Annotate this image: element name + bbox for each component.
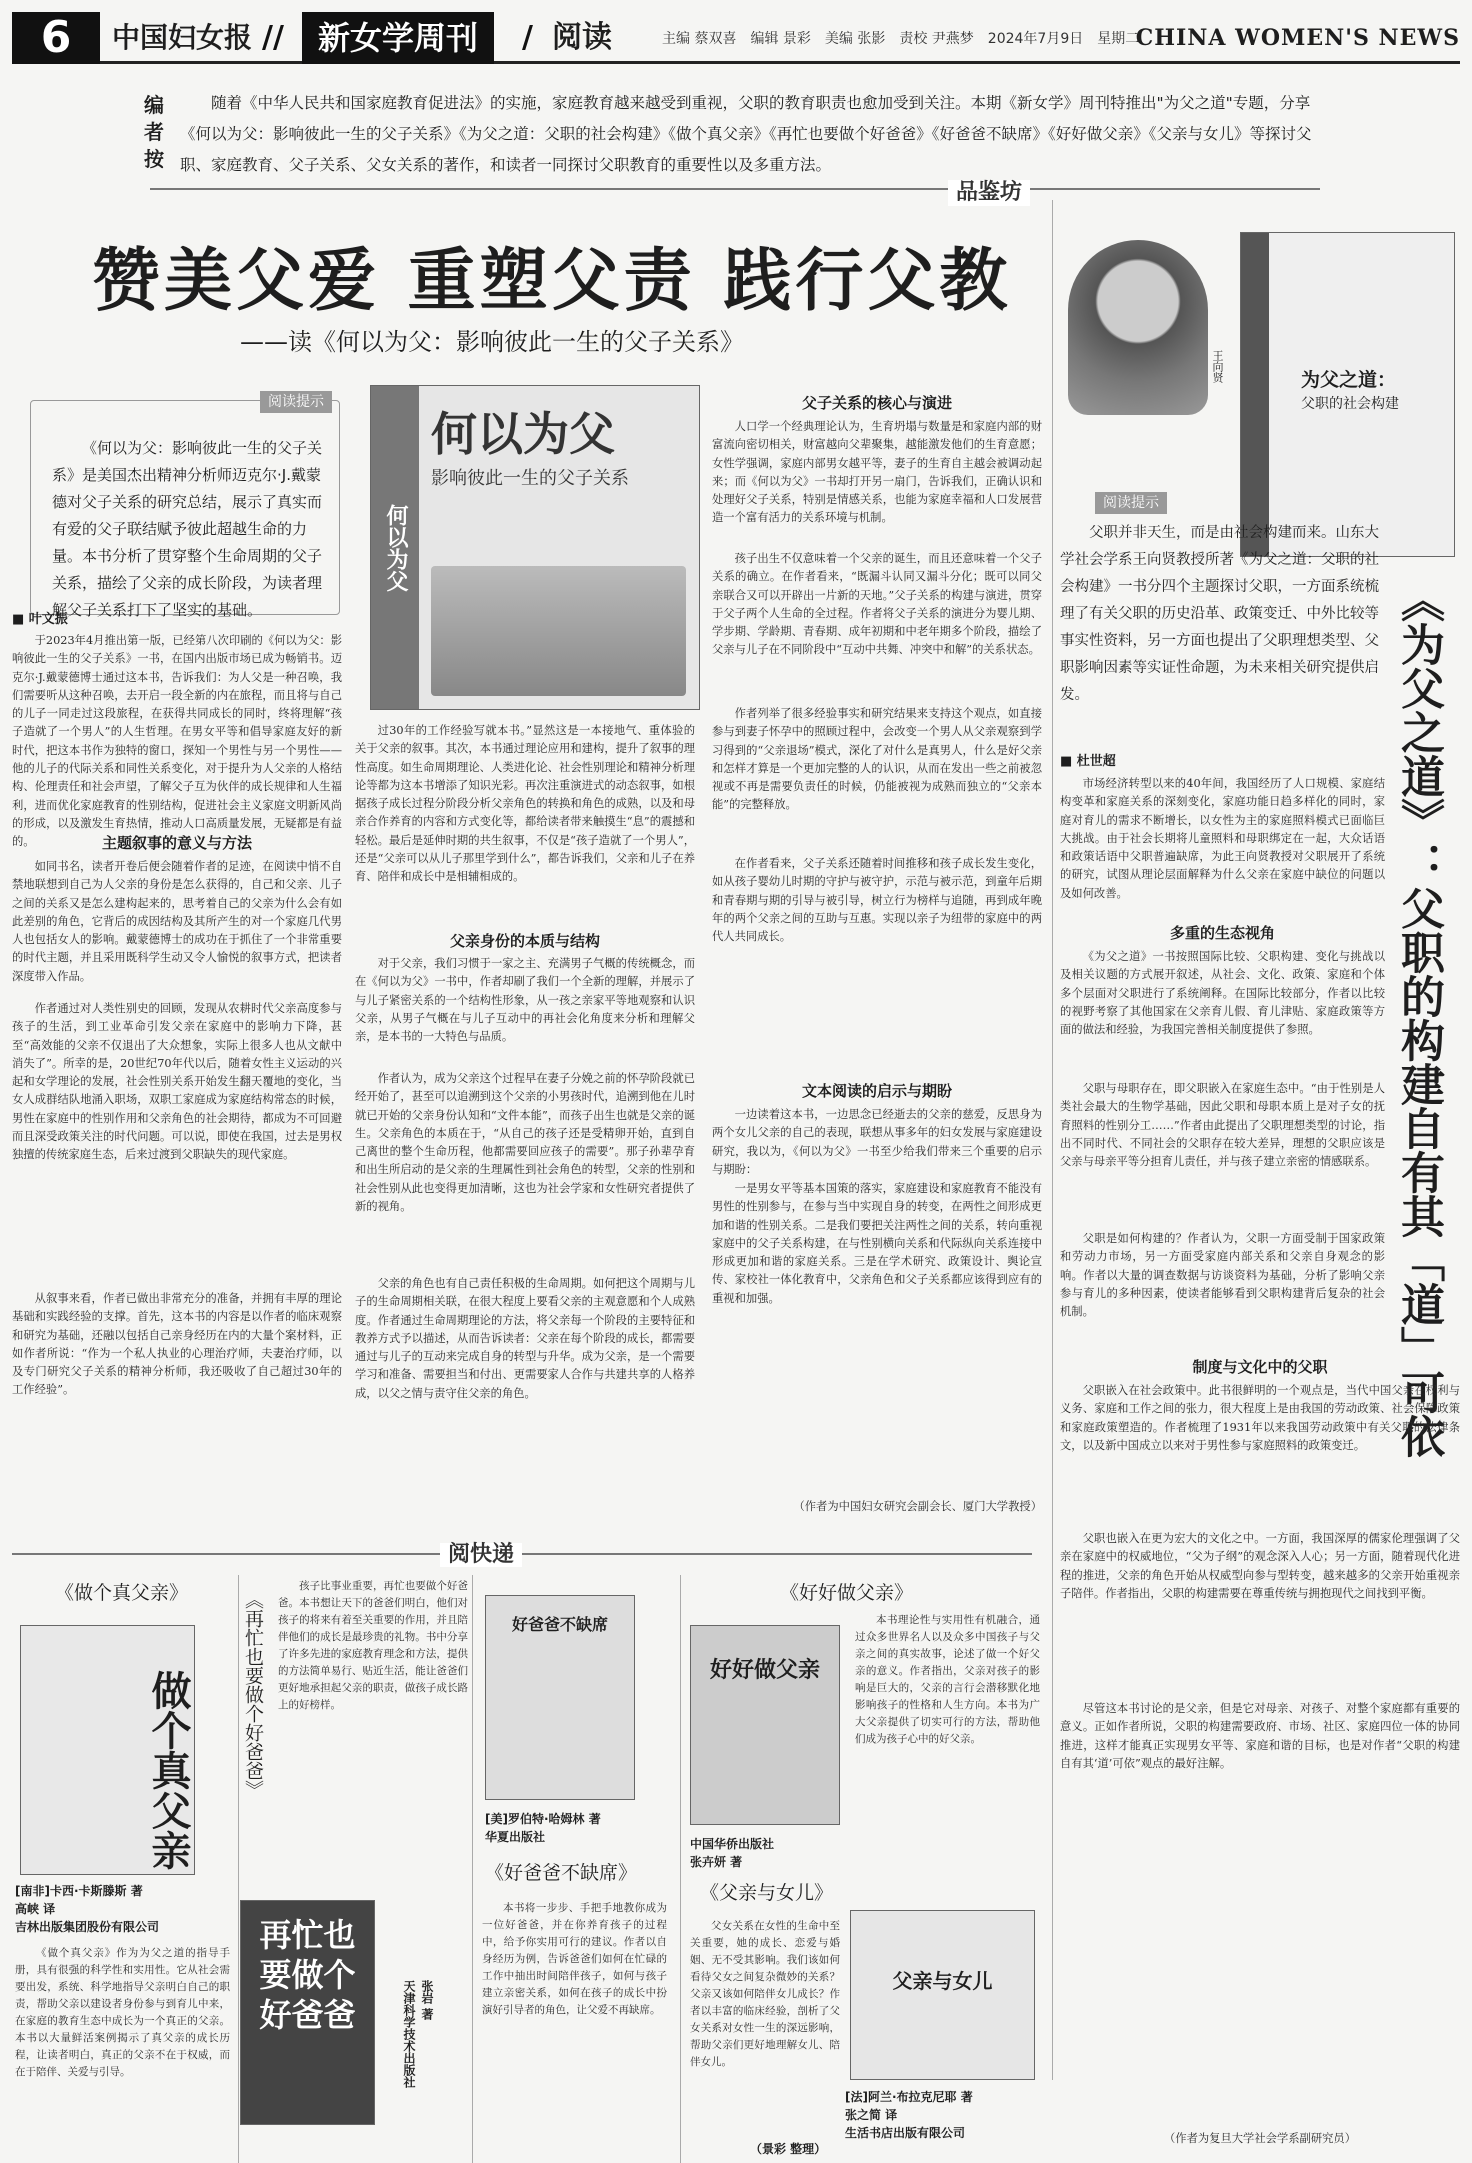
- masthead: [12, 12, 1460, 64]
- reading-tip-label: 阅读提示: [260, 391, 332, 413]
- book-meta: [南非]卡西·卡斯滕斯 著 高峡 译 吉林出版集团股份有限公司: [15, 1884, 160, 1934]
- book-meta: [法]阿兰·布拉克尼耶 著 张之简 译 生活书店出版有限公司: [845, 2090, 973, 2140]
- reading-tip-text: 《何以为父：影响彼此一生的父子关系》是美国杰出精神分析师迈克尔·J.戴蒙德对父子关系的研究总结，展示了真实而有爱的父子联结赋予彼此超越生命的力量。本书分析了贯穿整个生命周期的父子关系，描绘了父亲的成长阶段，为读者理解父子关系打下了坚实的基础。: [52, 439, 323, 619]
- article-paragraph: 父职嵌入在社会政策中。此书很鲜明的一个观点是，当代中国父亲在权利与义务、家庭和工作之间的张力，很大程度上是由我国的劳动政策、社会保障政策和家庭政策塑造的。作者梳理了1931年以来我国劳动政策中有关父职的法律条文，以及新中国成立以来对于男性参与家庭照料的政策变迁。: [1060, 1384, 1460, 1452]
- book-intro: 父女关系在女性的生命中至关重要，她的成长、恋爱与婚姻、无不受其影响。我们该如何看待父女之间复杂微妙的关系？父亲又该如何陪伴女儿成长？作者以丰富的临床经验，剖析了父女关系对女性一生的深远影响，帮助父亲们更好地理解女儿、陪伴女儿。: [690, 1920, 840, 2068]
- article-paragraph: 人口学一个经典理论认为，生育坍塌与数量是和家庭内部的财富流向密切相关，财富越向父辈聚集，越能激发他们的生育意愿；女性学强调，家庭内部男女越平等，妻子的生育自主越会被调动起来；而《何以为父》一书却打开另一扇门，告诉我们，正确认识和处理好父子关系，特别是情感关系，也能为家庭幸福和人口发展营造一个富有活力的关系环境与机制。: [712, 420, 1042, 525]
- article-paragraph: 对于父亲，我们习惯于一家之主、充满男子气概的传统概念，而在《何以为父》一书中，作者却刷了我们一个全新的理解，并展示了与儿子紧密关系的一个结构性形象，从一孩之亲家平等地观察和认识父亲，从男子气概在与儿子互动中的再社会化角度来分析和理解父亲，是本书的一大特色与品质。: [355, 957, 695, 1044]
- vertical-article-title: 《为父之道》：父职的构建自有其「道」可依: [1393, 578, 1444, 1458]
- book-cover-title: 为父之道：: [1301, 369, 1397, 391]
- book-cover-heyiweifu: [370, 385, 700, 710]
- author-note: （作者为复旦大学社会学系副研究员）: [1163, 2132, 1357, 2145]
- editor-note-text: 随着《中华人民共和国家庭教育促进法》的实施，家庭教育越来越受到重视，父职的教育职责也愈加受到关注。本期《新女学》周刊特推出"为父之道"专题，分享《何以为父：影响彼此一生的父子关系》《为父之道：父职的社会构建》《做个真父亲》《再忙也要做个好爸爸》《好爸爸不缺席》《好好做父亲》《父亲与女儿》等探讨父职、家庭教育、父子关系、父女关系的著作，和读者一同探讨父职教育的重要性以及多重方法。: [180, 94, 1312, 174]
- article-paragraph: 孩子出生不仅意味着一个父亲的诞生，而且还意味着一个父子关系的确立。在作者看来，“既漏斗认同又漏斗分化；既可以同父亲联合又可以开辟出一片新的天地。”父子关系的构建与演进，贯穿于父子两个人生命的全过程。作者将父子关系的演进分为婴儿期、学步期、学龄期、青春期、成年初期和中老年期多个阶段，描绘了父亲与儿子在不同阶段中“互动中共舞、冲突中和解”的关系状态。: [712, 552, 1042, 657]
- article-paragraph: 作者通过对人类性别史的回顾，发现从农耕时代父亲高度参与孩子的生活，到工业革命引发父亲在家庭中的影响力下降，甚至“高效能的父亲不仅退出了大众想象，实际上很多人也从文献中消失了”。所幸的是，20世纪70年代以后，随着女性主义运动的兴起和女学理论的发展，社会性别关系开始发生翻天覆地的变化，当女人成群结队地涌入职场，双职工家庭成为家庭结构常态的时候，男性在家庭中的性别作用和父亲角色的社会期待，都成为不可回避而且深受政策关注的时代问题。可以说，即使在我国，过去是男权独擅的传统家庭生态，后来过渡到父职缺失的现代家庭。: [12, 1002, 342, 1162]
- book-intro: 孩子比事业重要，再忙也要做个好爸爸。本书想让天下的爸爸们明白，他们对孩子的将来有着至关重要的作用，并且陪伴他们的成长是最珍贵的礼物。书中分享了许多先进的家庭教育理念和方法，提供的方法简单易行、贴近生活，能让爸爸们更好地承担起父亲的职责，做孩子成长路上的好榜样。: [278, 1580, 468, 1711]
- article-paragraph: 父亲的角色也有自己责任积极的生命周期。如何把这个周期与儿子的生命周期相关联，在很大程度上要看父亲的主观意愿和个人成熟度。作者通过生命周期理论的方法，将父亲每一个阶段的主要特征和教养方式予以描述，从而告诉读者：父亲在每个阶段的成长，都需要通过与儿子的互动来完成自身的转型与升华。成为父亲，是一个需要学习和准备、需要担当和付出、更需要家人合作与共建共享的人格养成，以父之情与责守住父亲的角色。: [355, 1277, 695, 1400]
- article-paragraph: 在作者看来，父子关系还随着时间推移和孩子成长发生变化，如从孩子婴幼儿时期的守护与被守护，示范与被示范，到童年后期和青春期与期的引导与被引导，树立行为榜样与追随，再到成年晚年的两个父亲之间的互助与互惠。实现以亲子为纽带的家庭中的两代人共同成长。: [712, 857, 1042, 944]
- book-cover-weifuzhidao: [1240, 232, 1455, 557]
- article-author: ■ 杜世超: [1060, 754, 1116, 769]
- book-title: 《做个真父亲》: [55, 1582, 189, 1604]
- editor-note-label: 编者按: [144, 93, 164, 171]
- section-heading: 多重的生态视角: [1169, 924, 1275, 942]
- page-number: 6: [12, 12, 100, 64]
- reading-tip-text: 父职并非天生，而是由社会构建而来。山东大学社会学系王向贤教授所著《为父之道：父职的社会构建》一书分四个主题探讨父职，一方面系统梳理了有关父职的历史沿革、政策变迁、中外比较等事实性资料，另一方面也提出了父职理想类型、父职影响因素等实证性命题，为未来相关研究提供启发。: [1060, 525, 1379, 703]
- book-cover-subtitle: 影响彼此一生的父子关系: [431, 468, 629, 489]
- book-meta: 张岩 著 天津科学技术出版社: [402, 1980, 434, 2088]
- book-cover: 父亲与女儿: [850, 1910, 1035, 2080]
- article-paragraph: 过30年的工作经验写就本书。”显然这是一本接地气、重体验的关于父亲的叙事。其次，本书通过理论应用和建构，提升了叙事的理性高度。如生命周期理论、人类进化论、社会性别理论和精神分析理论等都为这本书增添了知识光彩。再次注重演进式的动态叙事，如根据孩子成长过程分阶段分析父亲角色的转换和角色的成熟，以及和母亲合作养育的内容和方式变化等，都给读者带来触摸生“息”的震撼和轻松。最后是延伸时期的共生叙事，不仅是“孩子造就了一个男人”，还是“父亲可以从儿子那里学到什么”，都告诉我们，父亲和儿子在养育、陪伴和成长中是相辅相成的。: [355, 724, 695, 884]
- article-paragraph: 父职是如何构建的？作者认为，父职一方面受制于国家政策和劳动力市场，另一方面受家庭内部关系和父亲自身观念的影响。作者以大量的调查数据与访谈资料为基础，分析了影响父亲参与育儿的多种因素，使读者能够看到父职构建背后复杂的社会机制。: [1060, 1232, 1385, 1319]
- article-author: ■ 叶文振: [12, 612, 68, 627]
- banner-label-pinjianfang: 品鉴坊: [948, 180, 1030, 206]
- book-intro: 《做个真父亲》作为为父之道的指导手册，具有很强的科学性和实用性。它从社会需要出发，系统、科学地指导父亲明白自己的职责，帮助父亲以建设者身份参与到育儿中来，在家庭的教育生态中成长为一个真正的父亲。本书以大量鲜活案例揭示了真父亲的成长历程，让读者明白，真正的父亲不在于权威，而在于陪伴、关爱与引导。: [15, 1947, 230, 2078]
- section-title: 新女学周刊: [302, 12, 494, 64]
- book-title: 《好好做父亲》: [780, 1582, 914, 1604]
- book-cover: 好爸爸不缺席: [485, 1595, 635, 1800]
- book-cover-title: 何以为父: [431, 407, 615, 461]
- article-paragraph: 一是男女平等基本国策的落实，家庭建设和家庭教育不能没有男性的性别参与，在参与当中实现自身的转变，在两性之间形成更加和谐的性别关系。二是我们要把关注两性之间的关系，转向重视家庭中的父子关系构建，在与性别横向关系和代际纵向关系连接中形成更加和谐的家庭关系。三是在学术研究、政策设计、舆论宣传、家校社一体化教育中，父亲角色和父子关系都应该得到应有的重视和加强。: [712, 1182, 1042, 1305]
- section-heading: 主题叙事的意义与方法: [101, 834, 252, 852]
- newspaper-logo: 中国妇女报: [112, 21, 253, 54]
- article-paragraph: 从叙事来看，作者已做出非常充分的准备，并拥有丰厚的理论基础和实践经验的支撑。首先，这本书的内容是以作者的临床观察和研究为基础，还融以包括自己亲身经历在内的大量个案材料，正如作者所说：“作为一个私人执业的心理治疗师，夫妻治疗师，以及专门研究父子关系的精神分析师，我还吸收了自己超过30年的工作经验”。: [12, 1292, 342, 1397]
- section-heading: 父亲身份的本质与结构: [449, 932, 600, 950]
- book-intro: 本书将一步步、手把手地教你成为一位好爸爸，并在你养育孩子的过程中，给予你实用可行的建议。作者以自身经历为例，告诉爸爸们如何在忙碌的工作中抽出时间陪伴孩子，如何与孩子建立亲密关系，如何在孩子的成长中扮演好引导者的角色，让父爱不再缺席。: [482, 1902, 667, 2016]
- author-note: （作者为中国妇女研究会副会长、厦门大学教授）: [793, 1500, 1042, 1513]
- book-title: 《好爸爸不缺席》: [485, 1862, 638, 1884]
- english-title: CHINA WOMEN'S NEWS: [1135, 25, 1460, 51]
- editor-credit: （景彩 整理）: [750, 2142, 827, 2156]
- article-paragraph: 尽管这本书讨论的是父亲，但是它对母亲、对孩子、对整个家庭都有重要的意义。正如作者所说，父职的构建需要政府、市场、社区、家庭四位一体的协同推进，这样才能真正实现男女平等、家庭和谐的目标，也是对作者“父职的构建自有其‘道’可依”观点的最好注解。: [1060, 1702, 1460, 1770]
- book-spine: 何以为父: [371, 386, 419, 709]
- subsection-title: 阅读: [552, 20, 612, 55]
- book-cover: 再忙也要做个好爸爸: [240, 1900, 375, 2125]
- article-paragraph: 作者列举了很多经验事实和研究结果来支持这个观点，如直接参与到妻子怀孕中的照顾过程中，会改变一个男人从父亲观察到学习得到的“父亲退场”模式，深化了对什么是真男人，什么是好父亲和怎样才算是一个更加完整的人的认识，从而在发出一些之前被忽视或不再是需要负责任的时候，仍能被视为成熟而独立的“父亲本能”的完整释放。: [712, 707, 1042, 812]
- book-title: 《父亲与女儿》: [700, 1882, 834, 1904]
- article-paragraph: 父职与母职存在，即父职嵌入在家庭生态中。“由于性别是人类社会最大的生物学基础，因此父职和母职本质上是对子女的抚育照料的性别分工……”作者由此提出了父职理想类型的讨论，指出不同时代、不同社会的父职存在较大差异，理想的父职应该是父亲与母亲平等分担育儿责任，并与孩子建立亲密的情感联系。: [1060, 1082, 1385, 1169]
- section-heading: 父子关系的核心与演进: [801, 394, 952, 412]
- section-heading: 制度与文化中的父职: [1192, 1358, 1328, 1376]
- author-photo: [1068, 240, 1208, 415]
- credits-line: 主编 蔡双喜 编辑 景彩 美编 张影 责校 尹燕梦 2024年7月9日 星期二: [662, 31, 1140, 47]
- article-paragraph: 《为父之道》一书按照国际比较、父职构建、变化与挑战以及相关议题的方式展开叙述，从社会、文化、政策、家庭和个体多个层面对父职进行了系统阐释。在国际比较部分，作者以比较的视野考察了其他国家在父亲育儿假、育儿津贴、家庭政策等方面的做法和经验，为我国完善相关制度提供了参照。: [1060, 950, 1385, 1037]
- book-title: 《再忙也要做个好爸爸》: [242, 1590, 264, 1799]
- book-meta: 中国华侨出版社 张卉妍 著: [690, 1837, 775, 1869]
- article-paragraph: 作者认为，成为父亲这个过程早在妻子分娩之前的怀孕阶段就已经开始了，甚至可以追溯到这个父亲的小男孩时代，追溯到他在儿时就已开始的父亲身份认知和“文件本能”，而孩子出生也就是父亲的诞生。父亲角色的本质在于，“从自己的孩子还是受精卵开始，直到自己离世的整个生命历程，他都需要回应孩子的需要”。那子孙辈孕育和出生所启动的是父亲的生理属性到社会角色的转型，父亲的性别和社会性别从此也变得更加清晰，这也为社会学家和女性研究者提供了新的视角。: [355, 1072, 695, 1214]
- article-paragraph: 于2023年4月推出第一版，已经第八次印刷的《何以为父：影响彼此一生的父子关系》一书，在国内出版市场已成为畅销书。迈克尔·J.戴蒙德博士通过这本书，告诉我们：为人父是一种召唤，我们需要听从这种召唤，去开启一段全新的内在旅程，而且将与自己的儿子一同走过这段旅程，在获得共同成长的同时，终将理解“孩子造就了一个男人”的人生哲理。在男女平等和倡导家庭友好的新时代，把这本书作为独特的窗口，探知一个男性与另一个男性——他的儿子的代际关系和同性关系变化，对于提升为人父亲的人格结构、伦理责任和社会声望，了解父子互为伙伴的成长规律和人生福利，进而优化家庭教育的性别结构，促进社会主义家庭文明新风尚的形成，以及激发生育热情，推动人口高质量发展，无疑都是有益的。: [12, 634, 342, 849]
- column-divider: [472, 1575, 473, 2163]
- book-cover: 做个真父亲: [20, 1625, 195, 1875]
- slash-divider: /: [522, 20, 533, 55]
- column-divider: [680, 1575, 681, 2163]
- banner-line: [150, 188, 1320, 190]
- banner-label-yuekuaidi: 阅快递: [440, 1543, 522, 1567]
- article-paragraph: 父职也嵌入在更为宏大的文化之中。一方面，我国深厚的儒家伦理强调了父亲在家庭中的权威地位，“父为子纲”的观念深入人心；另一方面，随着现代化进程的推进，父亲的角色开始从权威型向参与型转变，越来越多的父亲开始重视亲子陪伴。作者指出，父职的构建需要在尊重传统与拥抱现代之间找到平衡。: [1060, 1532, 1460, 1600]
- article-paragraph: 一边读着这本书，一边思念已经逝去的父亲的慈爱，反思身为两个女儿父亲的自己的表现，联想从事多年的妇女发展与家庭建设研究，我以为，《何以为父》一书至少给我们带来三个重要的启示与期盼：: [712, 1108, 1042, 1176]
- reading-tip-label: 阅读提示: [1095, 492, 1167, 514]
- book-cover: 好好做父亲: [690, 1625, 840, 1825]
- slash-divider: //: [262, 20, 284, 55]
- section-heading: 文本阅读的启示与期盼: [801, 1082, 952, 1100]
- book-cover-photo: [431, 566, 686, 696]
- article-paragraph: 如同书名，读者开卷后便会随着作者的足迹，在阅读中悄不自禁地联想到自己为人父亲的身份是怎么获得的，自己和父亲、儿子之间的关系又是怎么建构起来的，思考着自己的父亲为什么会有如此差别的角色，它背后的成因结构及其所产生的对一个家庭几代男人也包括女人的影响。戴蒙德博士的成功在于抓住了一个非常重要的时代主题，并且采用既科学生动又令人愉悦的叙事方式，把读者深度带入作品。: [12, 860, 342, 983]
- article-subtitle: ——读《何以为父：影响彼此一生的父子关系》: [240, 328, 744, 356]
- column-divider: [238, 1575, 239, 2163]
- column-divider: [1052, 200, 1053, 2080]
- article-title: 赞美父爱 重塑父责 践行父教: [92, 241, 1012, 321]
- book-intro: 本书理论性与实用性有机融合，通过众多世界名人以及众多中国孩子与父亲之间的真实故事，论述了做一个好父亲的意义。作者指出，父亲对孩子的影响是巨大的，父亲的言行会潜移默化地影响孩子的性格和人生方向。本书为广大父亲提供了切实可行的方法，帮助他们成为孩子心中的好父亲。: [855, 1614, 1040, 1745]
- book-spine: [1241, 233, 1269, 556]
- photo-caption: 王向贤: [1211, 350, 1224, 383]
- book-meta: [美]罗伯特·哈姆林 著 华夏出版社: [485, 1812, 601, 1844]
- article-paragraph: 市场经济转型以来的40年间，我国经历了人口规模、家庭结构变革和家庭关系的深刻变化，家庭功能日趋多样化的同时，家庭对育儿的需求不断增长，以女性为主的家庭照料模式已面临巨大挑战。由于社会长期将儿童照料和母职绑定在一起，大众话语和政策话语中父职普遍缺席，为此王向贤教授对父职展开了系统的研究，试图从理论层面解释为什么父亲在家庭中缺位的问题以及如何改善。: [1060, 777, 1385, 900]
- book-cover-subtitle: 父职的社会构建: [1301, 396, 1399, 412]
